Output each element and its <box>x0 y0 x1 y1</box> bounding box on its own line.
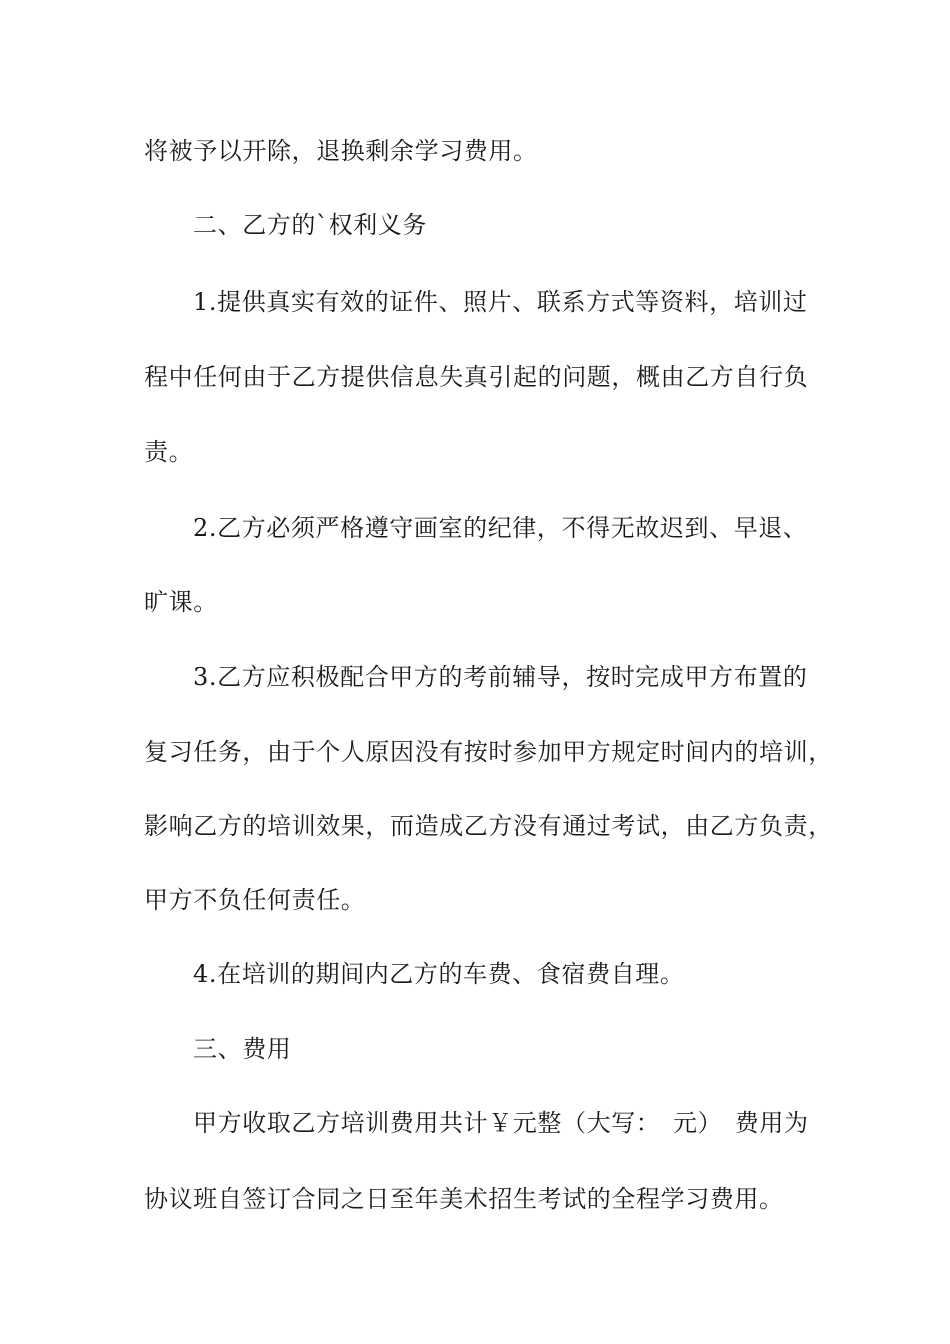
text-line-item4: 4.在培训的期间内乙方的车费、食宿费自理。 <box>193 960 685 988</box>
section-heading-party-b-rights: 二、乙方的`权利义务 <box>193 211 427 239</box>
text-line-item1-a: 1.提供真实有效的证件、照片、联系方式等资料，培训过 <box>193 288 808 316</box>
text-line-item3-c: 影响乙方的培训效果，而造成乙方没有通过考试，由乙方负责， <box>144 812 833 840</box>
text-line-item1-c: 责。 <box>144 438 194 466</box>
text-line-item2-a: 2.乙方必须严格遵守画室的纪律，不得无故迟到、早退、 <box>193 514 808 542</box>
text-line-item3-d: 甲方不负任何责任。 <box>144 886 366 914</box>
text-line-item1-b: 程中任何由于乙方提供信息失真引起的问题，概由乙方自行负 <box>144 363 809 391</box>
text-line-item2-b: 旷课。 <box>144 588 218 616</box>
section-heading-fees: 三、费用 <box>193 1035 292 1063</box>
text-line-item3-b: 复习任务，由于个人原因没有按时参加甲方规定时间内的培训， <box>144 738 833 766</box>
text-line-clause-continuation: 将被予以开除，退换剩余学习费用。 <box>144 137 538 165</box>
text-line-fees-a: 甲方收取乙方培训费用共计￥元整（大写： 元） 费用为 <box>193 1109 809 1137</box>
text-line-item3-a: 3.乙方应积极配合甲方的考前辅导，按时完成甲方布置的 <box>193 663 808 691</box>
text-line-fees-b: 协议班自签订合同之日至年美术招生考试的全程学习费用。 <box>144 1185 784 1213</box>
